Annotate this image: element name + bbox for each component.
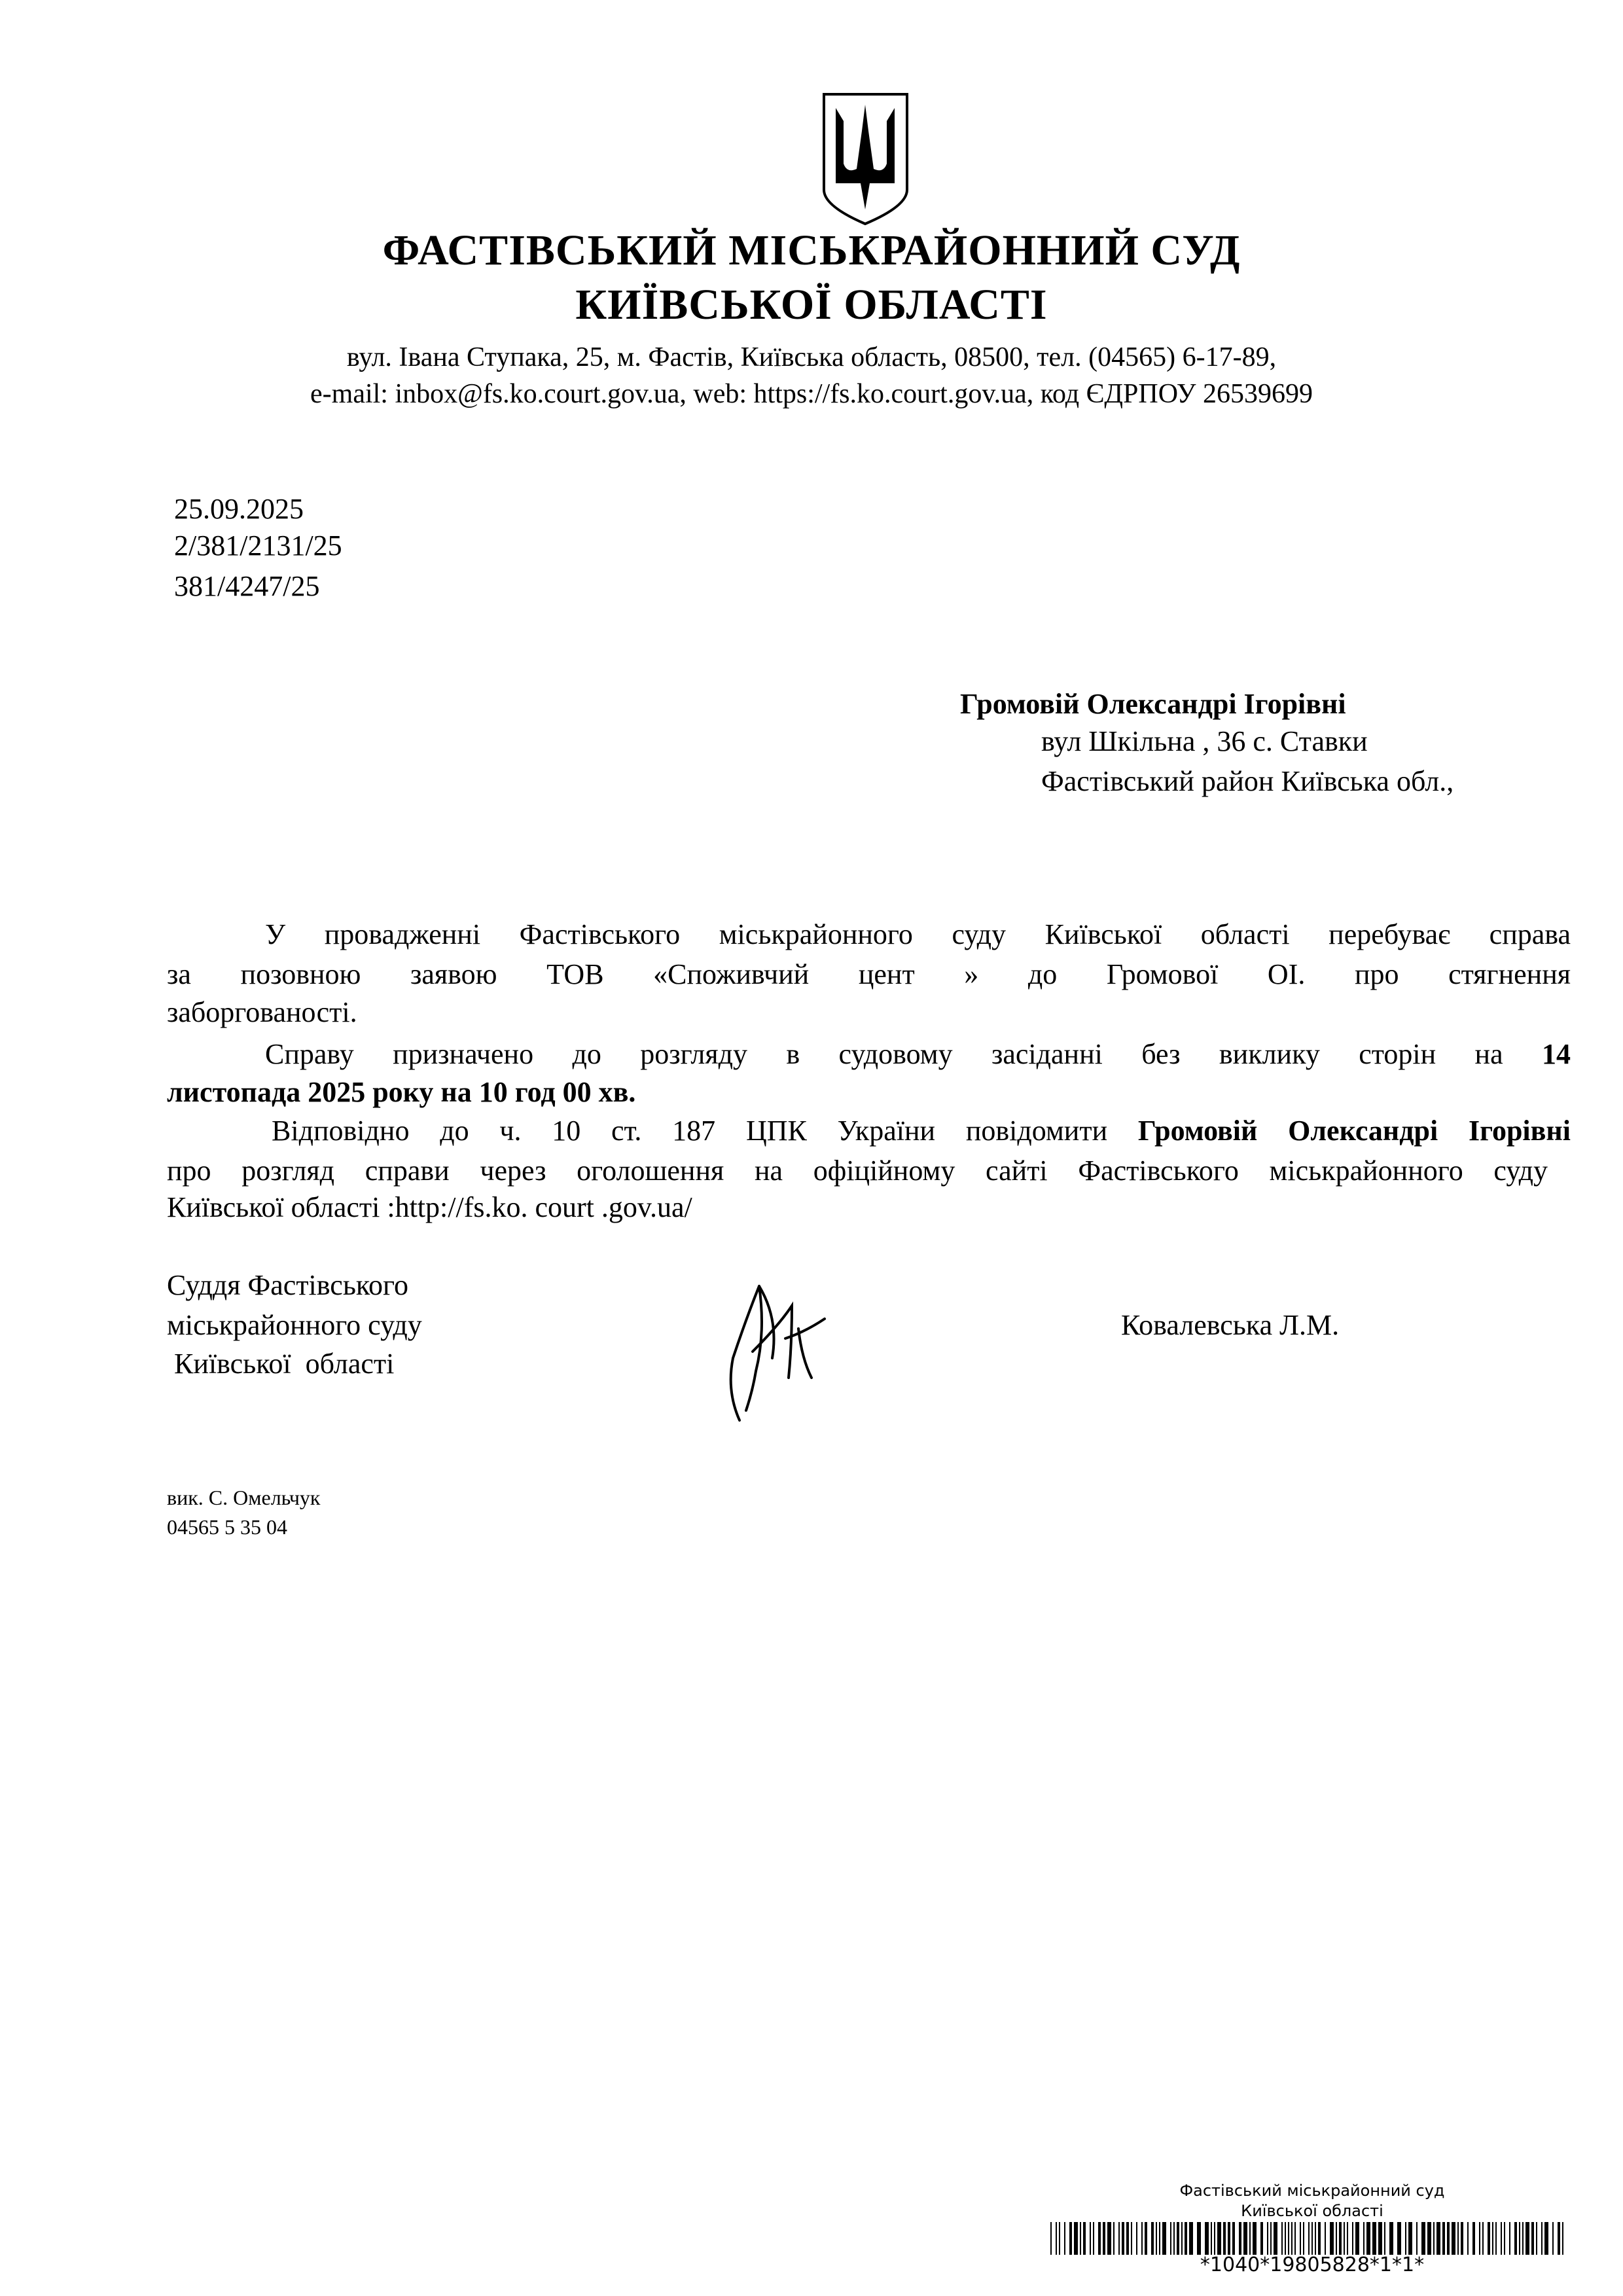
- barcode-bar: [1228, 2222, 1230, 2255]
- barcode-bar: [1118, 2222, 1120, 2255]
- judge-position: міськрайонного суду: [167, 1309, 422, 1341]
- barcode-bar: [1501, 2222, 1502, 2255]
- barcode-bar: [1291, 2222, 1293, 2255]
- barcode-bar: [1525, 2222, 1529, 2255]
- barcode-bar: [1303, 2222, 1304, 2255]
- barcode-bar: [1558, 2222, 1560, 2255]
- barcode-bar: [1300, 2222, 1301, 2255]
- judge-name: Ковалевська Л.М.: [1121, 1309, 1340, 1341]
- barcode-bar: [1197, 2222, 1201, 2255]
- coat-of-arms-icon: [821, 92, 910, 226]
- barcode-bar: [1405, 2222, 1406, 2255]
- barcode-bar: [1347, 2222, 1348, 2255]
- barcode-bar: [1479, 2222, 1480, 2255]
- barcode-bar: [1461, 2222, 1463, 2255]
- barcode-bar: [1344, 2222, 1345, 2255]
- barcode-bar: [1159, 2222, 1160, 2255]
- barcode-bar: [1064, 2222, 1065, 2255]
- body-text: Справу призначено до розгляду в судовому засіданні без виклику сторін на: [265, 1038, 1503, 1070]
- executor-name: вик. С. Омельчук: [167, 1486, 321, 1509]
- barcode-bar: [1352, 2222, 1353, 2255]
- court-name-line2: КИЇВСЬКОЇ ОБЛАСТІ: [575, 281, 1048, 329]
- recipient-name: Громовій Олександрі Ігорівні: [960, 688, 1346, 720]
- hearing-date-time: листопада 2025 року на 10 год 00 хв.: [167, 1076, 636, 1108]
- barcode-bar: [1421, 2222, 1425, 2255]
- barcode-bar: [1141, 2222, 1143, 2255]
- barcode-bar: [1239, 2222, 1241, 2255]
- barcode-bar: [1274, 2222, 1277, 2255]
- barcode-bar: [1311, 2222, 1313, 2255]
- barcode-bar: [1467, 2222, 1469, 2255]
- body-line: за позовною заявою ТОВ «Споживчий цент » до Громової ОІ. про стягнення: [167, 958, 1571, 990]
- barcode-bar: [1541, 2222, 1543, 2255]
- barcode-bar: [1285, 2222, 1286, 2255]
- notified-person: Громовій Олександрі Ігорівні: [1137, 1115, 1571, 1147]
- barcode-bar: [1107, 2222, 1111, 2255]
- barcode-bar: [1177, 2222, 1179, 2255]
- body-line: [272, 1114, 1571, 1147]
- court-name-line1: ФАСТІВСЬКИЙ МІСЬКРАЙОННИЙ СУД: [382, 226, 1241, 274]
- barcode-bar: [1427, 2222, 1431, 2255]
- barcode-bar: [1098, 2222, 1101, 2255]
- barcode-bar: [1522, 2222, 1524, 2255]
- barcode-bar: [1093, 2222, 1094, 2255]
- barcode-bar: [1267, 2222, 1268, 2255]
- barcode-bar: [1122, 2222, 1124, 2255]
- barcode-bar: [1315, 2222, 1316, 2255]
- barcode-bar: [1113, 2222, 1115, 2255]
- barcode-bar: [1173, 2222, 1175, 2255]
- barcode-bar: [1189, 2222, 1193, 2255]
- barcode-bar: [1083, 2222, 1086, 2255]
- barcode-bar: [1205, 2222, 1209, 2255]
- barcode-bar: [1330, 2222, 1334, 2255]
- barcode-bar: [1223, 2222, 1226, 2255]
- barcode-bar: [1080, 2222, 1081, 2255]
- barcode-bar: [1308, 2222, 1310, 2255]
- barcode-bar: [1074, 2222, 1078, 2255]
- barcode-number: *1040*19805828*1*1*: [1200, 2253, 1425, 2276]
- barcode-bar: [1050, 2222, 1052, 2255]
- barcode-bar: [1457, 2222, 1459, 2255]
- barcode-bar: [1145, 2222, 1147, 2255]
- barcode-bar: [1488, 2222, 1490, 2255]
- barcode-bar: [1260, 2222, 1263, 2255]
- barcode-bar: [1562, 2222, 1563, 2255]
- barcode-bar: [1249, 2222, 1251, 2255]
- barcode-bar: [1325, 2222, 1326, 2255]
- barcode-bar: [1509, 2222, 1510, 2255]
- barcode-bar: [1243, 2222, 1247, 2255]
- barcode-bar: [1492, 2222, 1493, 2255]
- body-line: заборгованості.: [167, 996, 357, 1028]
- body-line: Київської області :http://fs.ko. court .gov.ua/: [167, 1191, 692, 1223]
- body-line: У провадженні Фастівського міськрайонного суду Київської області перебуває справа: [265, 918, 1571, 950]
- barcode-bar: [1336, 2222, 1337, 2255]
- barcode-bar: [1544, 2222, 1548, 2255]
- barcode-bar: [1090, 2222, 1091, 2255]
- judge-position: Суддя Фастівського: [167, 1269, 408, 1301]
- barcode-bar: [1531, 2222, 1534, 2255]
- barcode-bar: [1384, 2222, 1385, 2255]
- barcode-bar: [1217, 2222, 1221, 2255]
- barcode-bar: [1452, 2222, 1455, 2255]
- barcode-bar: [1495, 2222, 1497, 2255]
- barcode-bar: [1126, 2222, 1129, 2255]
- barcode-bar: [1416, 2222, 1418, 2255]
- barcode-bar: [1552, 2222, 1554, 2255]
- court-contacts: e-mail: inbox@fs.ko.court.gov.ua, web: https://fs.ko.court.gov.ua, код ЄДРПОУ 26539699: [310, 379, 1313, 409]
- barcode-bar: [1372, 2222, 1376, 2255]
- barcode-bar: [1170, 2222, 1171, 2255]
- barcode-bar: [1355, 2222, 1359, 2255]
- barcode-bar: [1482, 2222, 1484, 2255]
- barcode-bar: [1442, 2222, 1445, 2255]
- barcode: [1050, 2222, 1567, 2255]
- barcode-bar: [1131, 2222, 1132, 2255]
- barcode-bar: [1536, 2222, 1537, 2255]
- barcode-bar: [1156, 2222, 1157, 2255]
- barcode-bar: [1408, 2222, 1412, 2255]
- barcode-bar: [1363, 2222, 1364, 2255]
- barcode-bar: [1281, 2222, 1283, 2255]
- barcode-bar: [1378, 2222, 1382, 2255]
- barcode-bar: [1436, 2222, 1440, 2255]
- barcode-bar: [1270, 2222, 1272, 2255]
- barcode-bar: [1103, 2222, 1105, 2255]
- barcode-bar: [1397, 2222, 1401, 2255]
- body-line: [265, 1037, 1571, 1071]
- barcode-bar: [1181, 2222, 1183, 2255]
- barcode-label: Київської області: [1241, 2202, 1383, 2220]
- barcode-bar: [1211, 2222, 1212, 2255]
- barcode-bar: [1214, 2222, 1215, 2255]
- case-number: 381/4247/25: [174, 570, 320, 602]
- barcode-bar: [1232, 2222, 1235, 2255]
- barcode-bar: [1519, 2222, 1520, 2255]
- body-line: про розгляд справи через оголошення на офіційному сайті Фастівського міськрайонного суду: [167, 1155, 1548, 1187]
- barcode-bar: [1151, 2222, 1154, 2255]
- barcode-bar: [1294, 2222, 1296, 2255]
- letter-date: 25.09.2025: [174, 493, 304, 525]
- barcode-bar: [1253, 2222, 1257, 2255]
- hearing-day: 14: [1542, 1038, 1571, 1070]
- judge-position: Київської області: [167, 1348, 395, 1380]
- barcode-bar: [1472, 2222, 1475, 2255]
- barcode-bar: [1389, 2222, 1393, 2255]
- barcode-bar: [1339, 2222, 1342, 2255]
- body-text: Відповідно до ч. 10 ст. 187 ЦПК України повідомити: [272, 1115, 1108, 1147]
- barcode-bar: [1162, 2222, 1166, 2255]
- barcode-bar: [1504, 2222, 1505, 2255]
- barcode-bar: [1185, 2222, 1187, 2255]
- barcode-bar: [1069, 2222, 1072, 2255]
- barcode-bar: [1056, 2222, 1057, 2255]
- barcode-bar: [1288, 2222, 1289, 2255]
- executor-phone: 04565 5 35 04: [167, 1515, 287, 1539]
- recipient-district: Фастівський район Київська обл.,: [1041, 765, 1454, 797]
- barcode-bar: [1366, 2222, 1370, 2255]
- court-address: вул. Івана Ступака, 25, м. Фастів, Київська область, 08500, тел. (04565) 6-17-89,: [346, 342, 1277, 372]
- barcode-bar: [1059, 2222, 1060, 2255]
- barcode-bar: [1514, 2222, 1517, 2255]
- barcode-label: Фастівський міськрайонний суд: [1179, 2181, 1445, 2200]
- handwritten-signature: [720, 1280, 831, 1427]
- barcode-bar: [1136, 2222, 1137, 2255]
- recipient-street: вул Шкільна , 36 с. Ставки: [1041, 725, 1368, 757]
- barcode-bar: [1318, 2222, 1321, 2255]
- barcode-bar: [1447, 2222, 1450, 2255]
- barcode-bar: [1433, 2222, 1435, 2255]
- outgoing-number: 2/381/2131/25: [174, 529, 342, 562]
